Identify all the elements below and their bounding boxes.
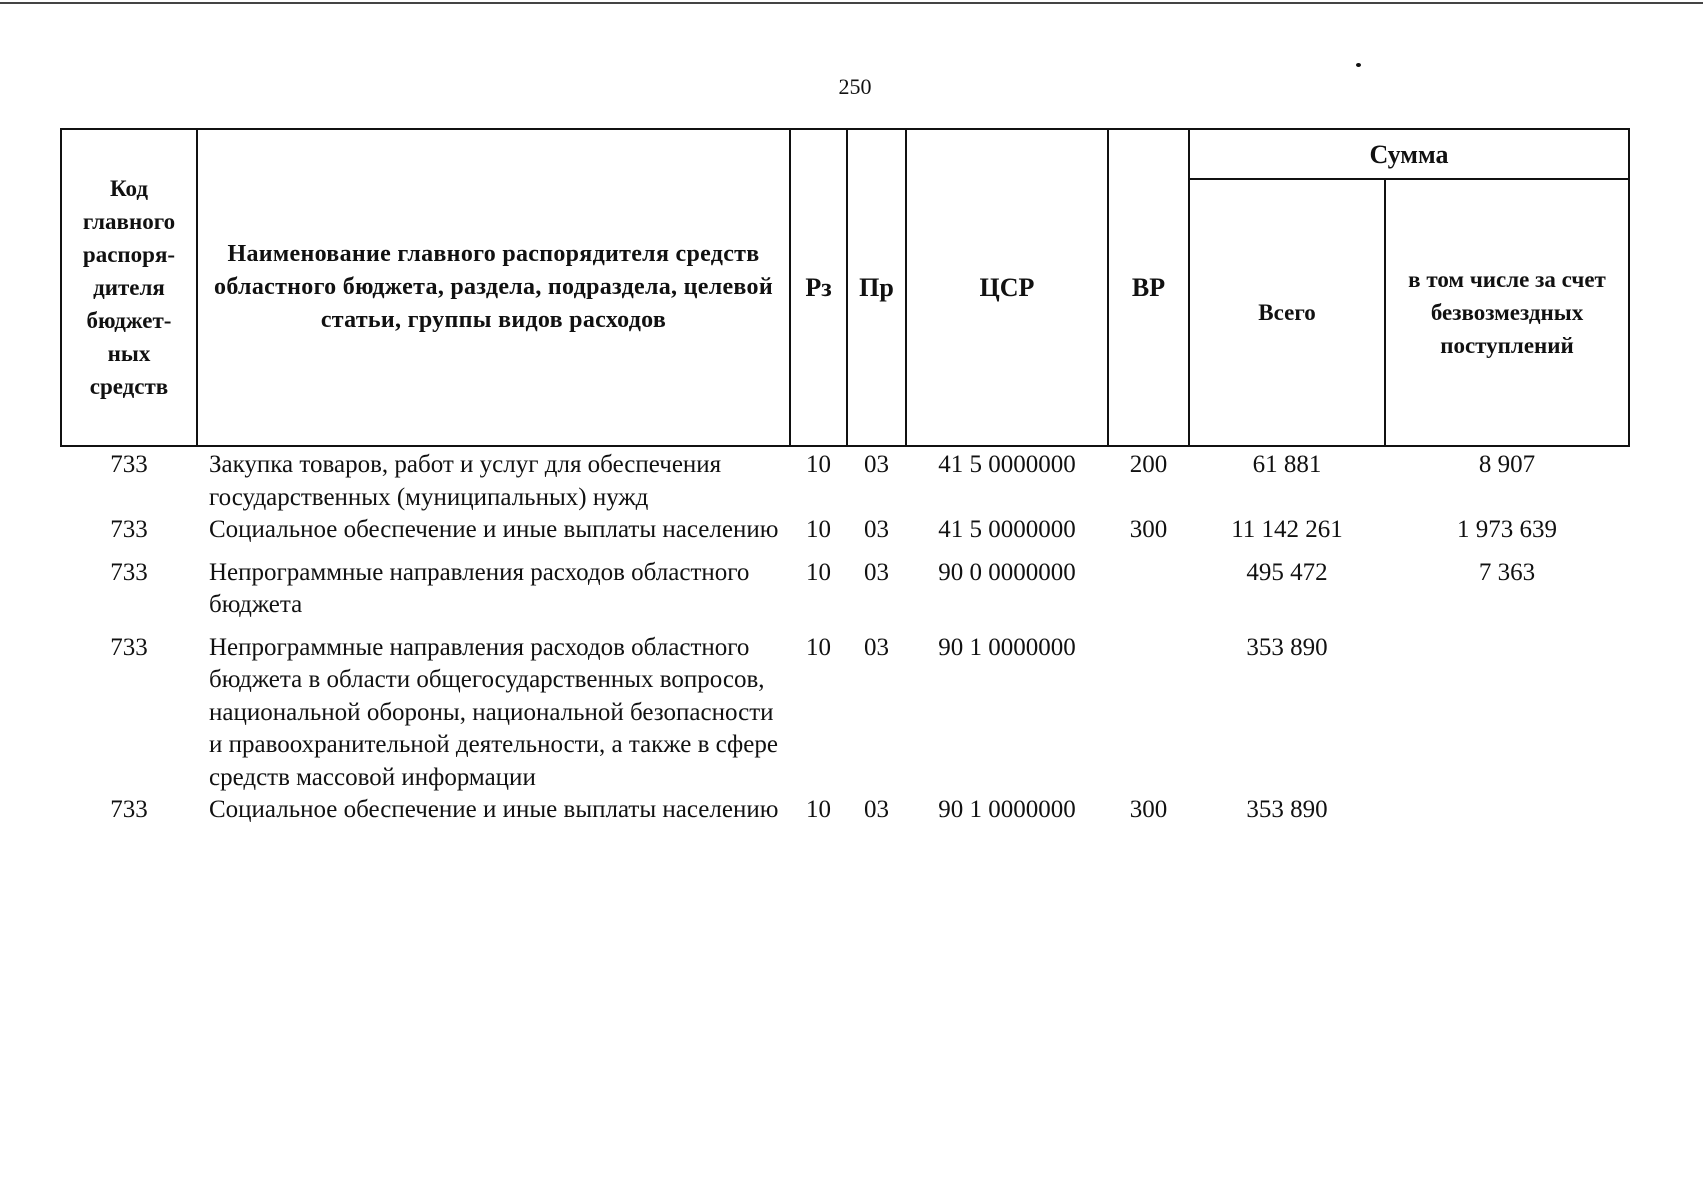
cell-total: 353 890	[1246, 796, 1328, 823]
cell-name: Закупка товаров, работ и услуг для обеспечения государственных (муниципальных) нужд	[209, 451, 722, 511]
cell-pr: 03	[864, 796, 889, 823]
cell-total: 61 881	[1252, 451, 1322, 478]
table-row	[61, 632, 1629, 795]
table-row	[61, 446, 1629, 514]
header-vr: ВР	[1108, 129, 1189, 446]
cell-csr: 41 5 0000000	[938, 451, 1076, 478]
cell-rz: 10	[806, 451, 831, 478]
header-incl: в том числе за счет безвозмездных поступлений	[1385, 179, 1629, 446]
cell-pr: 03	[864, 633, 889, 661]
cell-code: 733	[110, 796, 148, 823]
cell-vr: 300	[1129, 516, 1168, 543]
page-number: 250	[838, 74, 872, 99]
header-total: Всего	[1189, 179, 1385, 446]
cell-vr: 300	[1129, 796, 1168, 823]
cell-name: Непрограммные направления расходов областного бюджета в области общегосударственных вопросов, национальной обороны, национальной безопасности и правоохранительной деятельности, а также в сфере средств массовой информации	[209, 633, 778, 791]
cell-name: Социальное обеспечение и иные выплаты населению	[209, 516, 779, 543]
cell-pr: 03	[864, 516, 889, 543]
cell-code: 733	[110, 451, 148, 478]
cell-code: 733	[110, 516, 148, 543]
cell-name: Социальное обеспечение и иные выплаты населению	[209, 796, 779, 823]
cell-csr: 90 1 0000000	[938, 633, 1076, 661]
cell-incl	[1385, 794, 1629, 827]
top-rule	[0, 2, 1703, 4]
header-name: Наименование главного распорядителя средств областного бюджета, раздела, подраздела, целевой статьи, группы видов расходов	[197, 129, 790, 446]
cell-incl: 8 907	[1478, 451, 1536, 478]
cell-vr	[1108, 557, 1189, 632]
cell-incl	[1385, 632, 1629, 795]
cell-total: 495 472	[1246, 558, 1328, 586]
cell-code: 733	[110, 633, 148, 661]
table-row	[61, 794, 1629, 827]
cell-rz: 10	[806, 558, 831, 586]
cell-csr: 90 0 0000000	[938, 558, 1076, 586]
table-row	[61, 557, 1629, 632]
cell-pr: 03	[864, 558, 889, 586]
cell-rz: 10	[806, 516, 831, 543]
cell-vr	[1108, 632, 1189, 795]
header-rz: Рз	[790, 129, 847, 446]
table-row	[61, 514, 1629, 557]
header-csr: ЦСР	[906, 129, 1108, 446]
cell-vr: 200	[1129, 451, 1168, 478]
scan-speck	[1356, 63, 1361, 67]
cell-total: 353 890	[1246, 633, 1328, 661]
cell-incl: 1 973 639	[1457, 516, 1557, 543]
header-code: Код главного распоря-дителя бюджет-ных средств	[61, 129, 197, 446]
cell-rz: 10	[806, 633, 831, 661]
cell-csr: 90 1 0000000	[938, 796, 1076, 823]
table-header-row	[61, 129, 1629, 179]
header-pr: Пр	[847, 129, 906, 446]
cell-incl: 7 363	[1478, 558, 1536, 586]
budget-table	[60, 128, 1630, 827]
cell-code: 733	[110, 558, 148, 586]
header-sum: Сумма	[1189, 129, 1629, 179]
cell-pr: 03	[864, 451, 889, 478]
cell-csr: 41 5 0000000	[938, 516, 1076, 543]
cell-name: Непрограммные направления расходов областного бюджета	[209, 558, 750, 618]
cell-total: 11 142 261	[1231, 516, 1343, 543]
cell-rz: 10	[806, 796, 831, 823]
